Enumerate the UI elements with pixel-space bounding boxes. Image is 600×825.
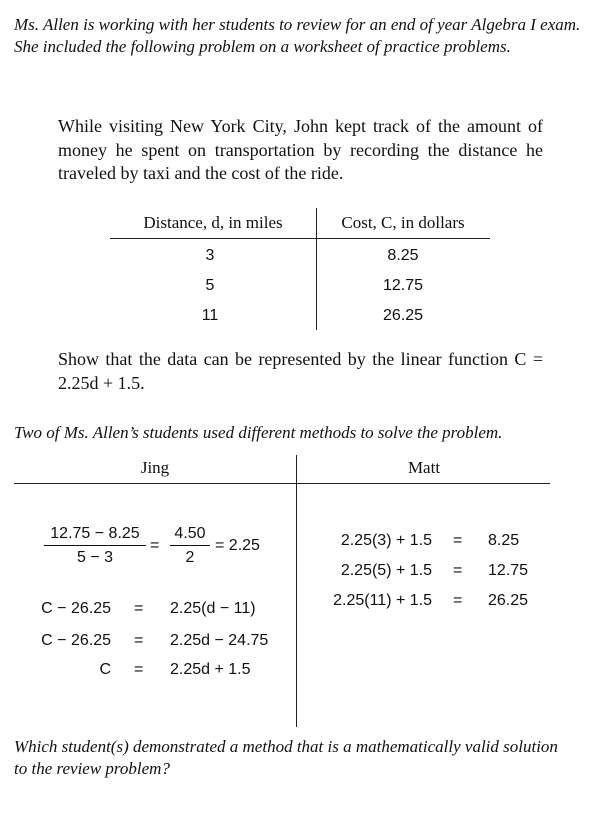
jing-eq-sign: = <box>134 632 144 649</box>
matt-eq-sign: = <box>453 532 463 549</box>
comparison-divider <box>296 455 297 727</box>
jing-rhs: 2.25(d − 11) <box>170 600 256 617</box>
jing-rhs: 2.25d + 1.5 <box>170 661 251 678</box>
table-cell: 12.75 <box>382 277 424 294</box>
table-cell: 26.25 <box>382 307 424 324</box>
table-header-rule <box>110 238 490 239</box>
two-students-text: Two of Ms. Allen’s students used different methods to solve the problem. <box>14 423 503 442</box>
show-statement: Show that the data can be represented by the linear function C = 2.25d + 1.5. <box>58 349 543 393</box>
problem-statement: While visiting New York City, John kept track of the amount of money he spent on transportation by recording the distance he traveled by taxi and the cost of the ride. <box>58 116 543 183</box>
jing-eq-sign: = <box>134 661 144 678</box>
jing-lhs: C − 26.25 <box>41 632 111 649</box>
table-header-distance: Distance, d, in miles <box>143 213 283 232</box>
comparison-header-rule <box>14 483 550 484</box>
table-cell: 11 <box>201 307 219 324</box>
jing-rhs: 2.25d − 24.75 <box>170 632 269 649</box>
student-name-jing: Jing <box>140 458 170 477</box>
student-name-matt: Matt <box>407 458 441 477</box>
matt-rhs: 12.75 <box>488 562 529 579</box>
matt-lhs: 2.25(5) + 1.5 <box>340 562 432 579</box>
jing-fraction-1: 12.75 − 8.25 5 − 3 <box>44 525 146 567</box>
jing-equals: = <box>150 537 160 554</box>
jing-fraction-2: 4.50 2 <box>170 525 210 567</box>
matt-rhs: 26.25 <box>488 592 529 609</box>
question-text: Which student(s) demonstrated a method that is a mathematically valid solution to the review problem? <box>14 737 558 778</box>
jing-eq-sign: = <box>134 600 144 617</box>
table-cell: 3 <box>205 247 215 264</box>
jing-lhs: C − 26.25 <box>41 600 111 617</box>
jing-lhs: C <box>99 661 111 678</box>
table-cell: 8.25 <box>387 247 419 264</box>
table-header-cost: Cost, C, in dollars <box>341 213 465 232</box>
table-column-divider <box>316 208 317 330</box>
matt-eq-sign: = <box>453 592 463 609</box>
intro-text: Ms. Allen is working with her students to review for an end of year Algebra I exam. She included the following problem on a worksheet of practice problems. <box>14 15 581 56</box>
matt-rhs: 8.25 <box>488 532 520 549</box>
table-cell: 5 <box>205 277 215 294</box>
matt-lhs: 2.25(11) + 1.5 <box>333 592 432 609</box>
matt-lhs: 2.25(3) + 1.5 <box>340 532 432 549</box>
matt-eq-sign: = <box>453 562 463 579</box>
jing-slope-result: = 2.25 <box>215 537 260 554</box>
